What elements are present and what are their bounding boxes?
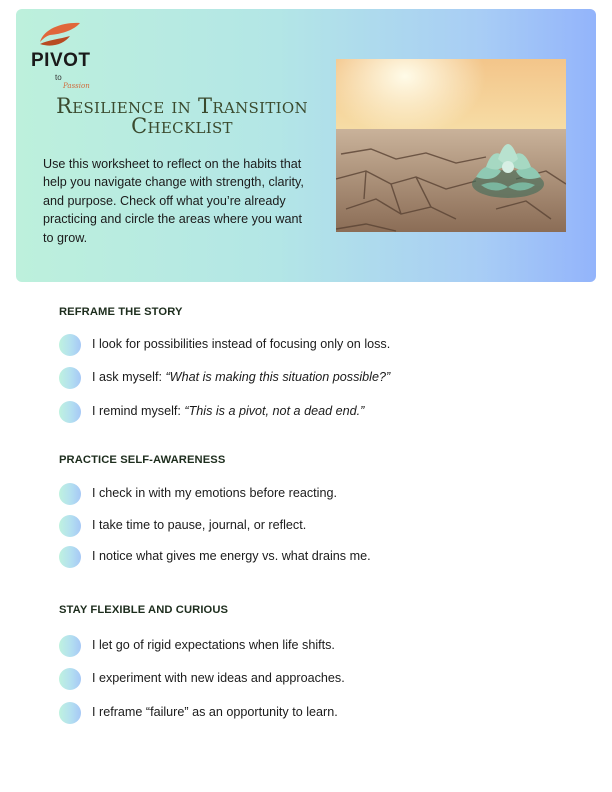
item-text: I reframe “failure” as an opportunity to learn. — [92, 705, 338, 719]
checklist-item[interactable] — [59, 334, 539, 356]
item-text: I let go of rigid expectations when life shifts. — [92, 638, 335, 652]
checkbox-circle[interactable] — [59, 702, 81, 724]
section-heading-self-awareness: PRACTICE SELF-AWARENESS — [59, 454, 226, 466]
item-text: I ask myself: “What is making this situation possible?” — [92, 370, 391, 384]
succulent-in-cracked-earth-image — [336, 59, 566, 232]
checklist-item[interactable] — [59, 367, 539, 389]
page-title: Resilience in Transition Checklist — [56, 94, 308, 138]
item-text: I notice what gives me energy vs. what drains me. — [92, 549, 371, 563]
checklist-item[interactable] — [59, 702, 539, 724]
item-text: I check in with my emotions before reacting. — [92, 486, 337, 500]
logo-tagline: Passion — [63, 82, 90, 90]
checklist-item[interactable] — [59, 401, 539, 423]
logo-brand: PIVOT — [31, 50, 91, 71]
item-text: I remind myself: “This is a pivot, not a dead end.” — [92, 404, 365, 418]
checkbox-circle[interactable] — [59, 367, 81, 389]
checkbox-circle[interactable] — [59, 334, 81, 356]
checkbox-circle[interactable] — [59, 515, 81, 537]
checklist-item[interactable] — [59, 668, 539, 690]
intro-paragraph: Use this worksheet to reflect on the habits that help you navigate change with strength, clarity, and purpose. Check off what you’re already practicing and circle the areas where you want to grow. — [43, 157, 304, 245]
logo-connector: to — [55, 73, 62, 82]
section-heading-reframe: REFRAME THE STORY — [59, 306, 183, 318]
checkbox-circle[interactable] — [59, 401, 81, 423]
checkbox-circle[interactable] — [59, 668, 81, 690]
item-text: I look for possibilities instead of focusing only on loss. — [92, 337, 391, 351]
checklist-item[interactable] — [59, 515, 539, 537]
checkbox-circle[interactable] — [59, 635, 81, 657]
checkbox-circle[interactable] — [59, 483, 81, 505]
item-text: I experiment with new ideas and approaches. — [92, 671, 345, 685]
item-text: I take time to pause, journal, or reflect. — [92, 518, 307, 532]
section-heading-flexible: STAY FLEXIBLE AND CURIOUS — [59, 604, 229, 616]
checklist-item[interactable] — [59, 483, 539, 505]
pivot-logo — [31, 20, 121, 95]
checkbox-circle[interactable] — [59, 546, 81, 568]
checklist-item[interactable] — [59, 546, 539, 568]
checklist-item[interactable] — [59, 635, 539, 657]
logo-leaf-icon — [34, 20, 82, 50]
